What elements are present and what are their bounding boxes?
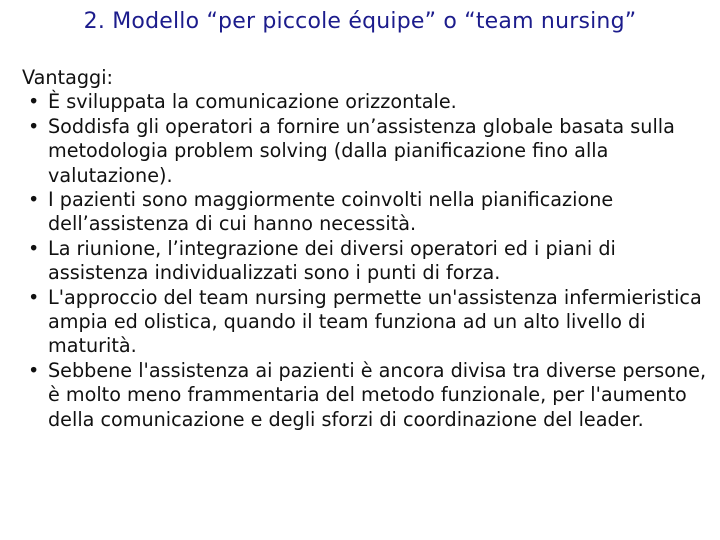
list-item <box>22 286 712 359</box>
list-item <box>22 90 712 114</box>
bullet-icon: • <box>28 285 40 309</box>
list-item <box>22 115 712 188</box>
bullet-icon: • <box>28 90 40 114</box>
intro-label: Vantaggi: <box>22 66 113 89</box>
bullet-icon: • <box>28 358 40 382</box>
bullet-icon: • <box>28 114 40 138</box>
list-item <box>22 237 712 286</box>
list-item-text: È sviluppata la comunicazione orizzontale. <box>48 90 457 114</box>
list-item-text: Sebbene l'assistenza ai pazienti è ancora divisa tra diverse persone, è molto meno frammentaria del metodo funzionale, per l'aumento della comunicazione e degli sforzi di coordinazione del leader. <box>48 358 707 431</box>
list-item-text: L'approccio del team nursing permette un'assistenza infermieristica ampia ed olistica, quando il team funziona ad un alto livello di maturità. <box>48 285 702 358</box>
list-item <box>22 188 712 237</box>
list-item-text: I pazienti sono maggiormente coinvolti nella pianificazione dell’assistenza di cui hanno necessità. <box>48 188 614 236</box>
advantages-list <box>22 90 712 432</box>
bullet-icon: • <box>28 188 40 212</box>
slide-content <box>22 66 712 432</box>
list-item-text: La riunione, l’integrazione dei diversi operatori ed i piani di assistenza individualizzati sono i punti di forza. <box>48 236 616 285</box>
bullet-icon: • <box>28 236 40 260</box>
list-item-text: Soddisfa gli operatori a fornire un’assistenza globale basata sulla metodologia problem solving (dalla pianificazione fino alla valutazione). <box>48 114 675 187</box>
list-item <box>22 359 712 432</box>
slide-title: 2. Modello “per piccole équipe” o “team nursing” <box>83 9 637 34</box>
